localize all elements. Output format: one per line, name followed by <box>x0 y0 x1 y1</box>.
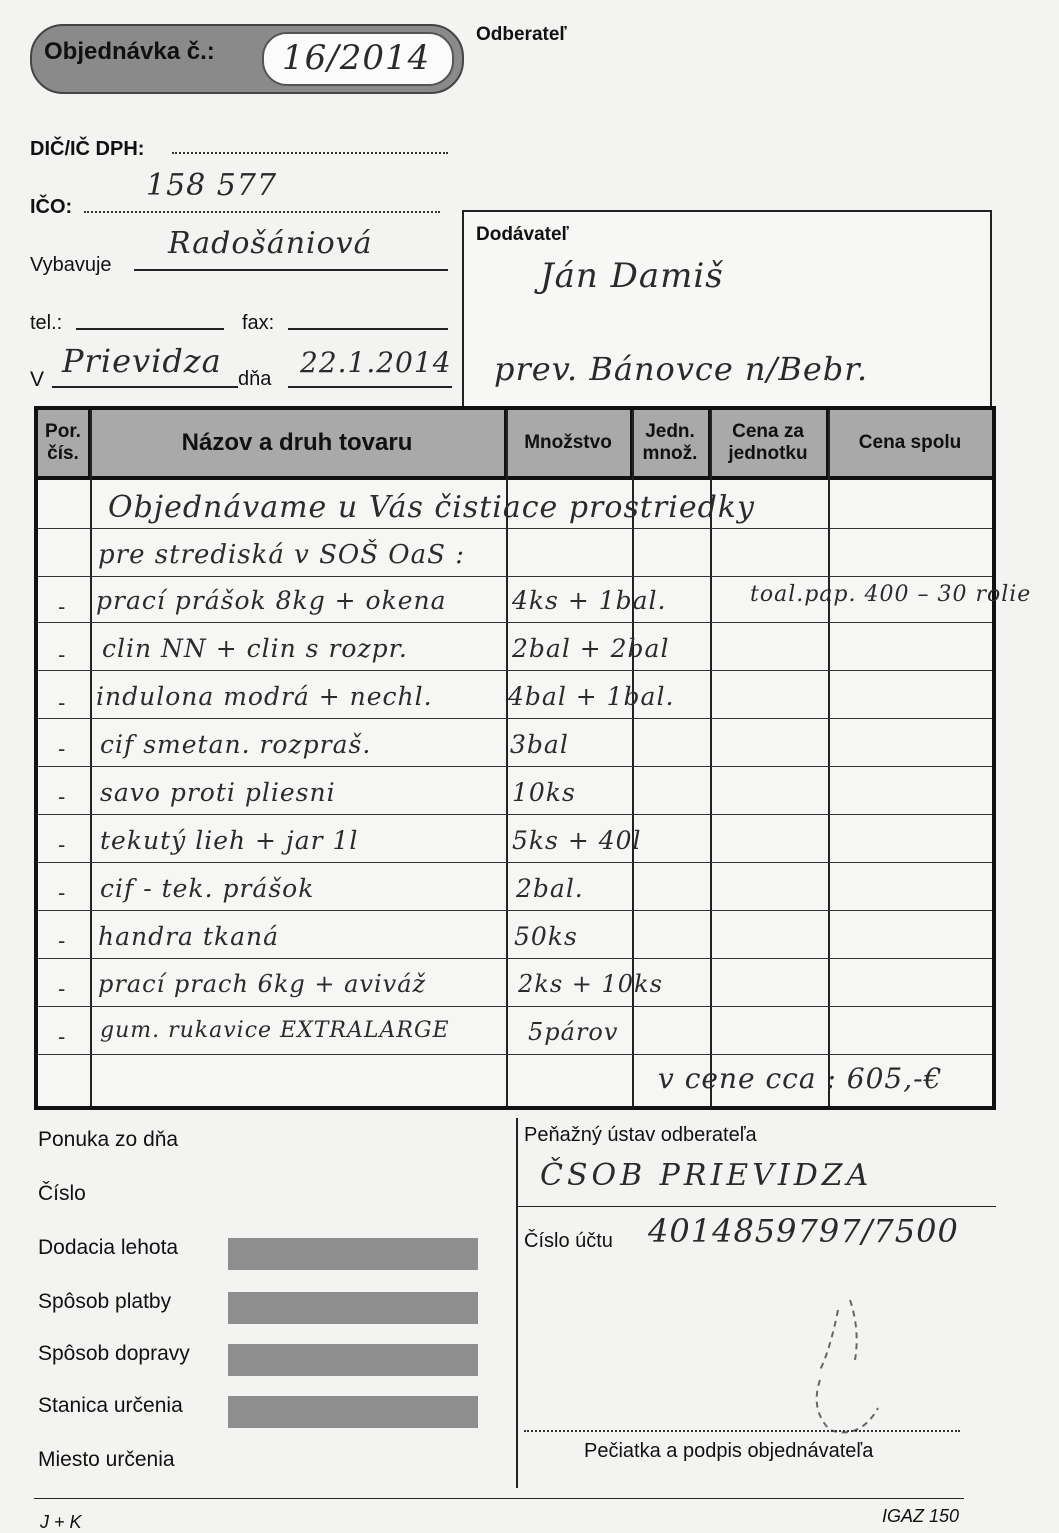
row-qty: 3bal <box>510 730 569 759</box>
col-divider <box>828 410 830 1106</box>
row-line <box>38 576 992 577</box>
intro-line-1: Objednávame u Vás čistiace prostriedky <box>108 490 755 525</box>
row-mark: - <box>58 976 66 1001</box>
row-line <box>38 814 992 815</box>
place-label: Miesto určenia <box>38 1448 175 1471</box>
payment-label: Spôsob platby <box>38 1290 172 1313</box>
delivery-bar <box>228 1238 478 1270</box>
row-line <box>38 718 992 719</box>
fax-label: fax: <box>242 312 275 334</box>
row-item: prací prášok 8kg + okena <box>96 586 447 615</box>
ico-label: IČO: <box>30 196 73 218</box>
row-qty: 4bal + 1bal. <box>508 682 675 711</box>
dic-line <box>172 152 448 154</box>
stamp-label: Pečiatka a podpis objednávateľa <box>584 1440 874 1462</box>
dic-label: DIČ/IČ DPH: <box>30 138 145 160</box>
row-item: cif - tek. prášok <box>100 874 315 903</box>
header-unit: Jedn. množ. <box>632 410 710 480</box>
row-line <box>38 1054 992 1055</box>
payment-bar <box>228 1292 478 1324</box>
header-name: Názov a druh tovaru <box>90 410 506 480</box>
row-qty: 5párov <box>528 1018 619 1046</box>
footer-right: IGAZ 150 <box>882 1506 960 1526</box>
fax-line <box>288 328 448 330</box>
row-line <box>38 528 992 529</box>
row-line <box>38 958 992 959</box>
order-number: 16/2014 <box>282 38 431 78</box>
row-qty: 50ks <box>514 922 578 951</box>
row-line <box>38 1006 992 1007</box>
signature-scribble <box>800 1290 890 1440</box>
row-item: cif smetan. rozpraš. <box>100 730 372 759</box>
row-qty: 5ks + 40l <box>512 826 642 855</box>
v-label: V <box>30 368 45 391</box>
row-item: clin NN + clin s rozpr. <box>102 634 408 663</box>
row-item: savo proti pliesni <box>100 778 336 807</box>
row-mark: - <box>58 928 66 953</box>
row-mark: - <box>58 594 66 619</box>
header-total: Cena spolu <box>828 410 992 480</box>
row-mark: - <box>58 690 66 715</box>
row-line <box>38 910 992 911</box>
account-value: 4014859797/7500 <box>648 1212 959 1250</box>
supplier-label: Dodávateľ <box>476 224 569 245</box>
footer-line <box>34 1498 964 1499</box>
row-qty: 10ks <box>512 778 576 807</box>
row-qty: 4ks + 1bal. <box>512 586 667 615</box>
vybavuje-label: Vybavuje <box>30 254 112 276</box>
row-qty: 2ks + 10ks <box>518 970 663 998</box>
dna-label: dňa <box>238 368 272 390</box>
transport-label: Spôsob dopravy <box>38 1342 190 1365</box>
tel-label: tel.: <box>30 312 63 334</box>
bank-label: Peňažný ústav odberateľa <box>524 1124 757 1146</box>
offer-label: Ponuka zo dňa <box>38 1128 179 1151</box>
station-label: Stanica určenia <box>38 1394 183 1417</box>
row-mark: - <box>58 642 66 667</box>
header-no: Por. čís. <box>38 410 90 480</box>
order-label: Objednávka č.: <box>44 38 215 65</box>
tel-line <box>76 328 224 330</box>
row-line <box>38 766 992 767</box>
row-mark: - <box>58 1024 66 1049</box>
ico-line <box>84 211 440 213</box>
row-qty: 2bal + 2bal <box>512 634 670 663</box>
row-line <box>38 670 992 671</box>
header-unit-price: Cena za jednotku <box>710 410 828 480</box>
intro-line-2: pre strediská v SOŠ OaS : <box>98 540 465 570</box>
date-line <box>288 386 452 388</box>
row-item: handra tkaná <box>98 922 280 951</box>
delivery-label: Dodacia lehota <box>38 1236 179 1259</box>
row-mark: - <box>58 880 66 905</box>
row-line <box>38 862 992 863</box>
row-item: prací prach 6kg + aviváž <box>98 970 427 998</box>
header-qty: Množstvo <box>506 410 632 480</box>
col-divider <box>90 410 92 1106</box>
row-item: indulona modrá + nechl. <box>96 682 433 711</box>
vybavuje-line <box>134 269 448 271</box>
row-mark: - <box>58 736 66 761</box>
ico-value: 158 577 <box>146 168 278 203</box>
row-line <box>38 622 992 623</box>
row-mark: - <box>58 832 66 857</box>
supplier-name: Ján Damiš <box>540 256 724 296</box>
side-note: toal.pap. 400 – 30 rolie <box>750 582 1032 607</box>
number-label: Číslo <box>38 1182 86 1205</box>
row-item: tekutý lieh + jar 1l <box>100 826 359 855</box>
bank-divider <box>516 1206 996 1207</box>
footer-left: J + K <box>40 1512 82 1532</box>
date-value: 22.1.2014 <box>300 346 452 379</box>
items-table <box>34 406 1032 1110</box>
bank-value: ČSOB PRIEVIDZA <box>540 1158 873 1193</box>
row-qty: 2bal. <box>516 874 584 903</box>
transport-bar <box>228 1344 478 1376</box>
row-item: gum. rukavice EXTRALARGE <box>100 1018 450 1043</box>
place-value: Prievidza <box>62 342 222 380</box>
signature-line <box>524 1430 960 1432</box>
total-note: v cene cca : 605,-€ <box>658 1062 943 1095</box>
bottom-divider <box>516 1118 518 1488</box>
supplier-address: prev. Bánovce n/Bebr. <box>494 350 869 388</box>
vybavuje-value: Radošániová <box>168 226 373 261</box>
place-line <box>52 386 238 388</box>
row-mark: - <box>58 784 66 809</box>
station-bar <box>228 1396 478 1428</box>
buyer-label: Odberateľ <box>476 24 567 45</box>
account-label: Číslo účtu <box>524 1230 613 1252</box>
